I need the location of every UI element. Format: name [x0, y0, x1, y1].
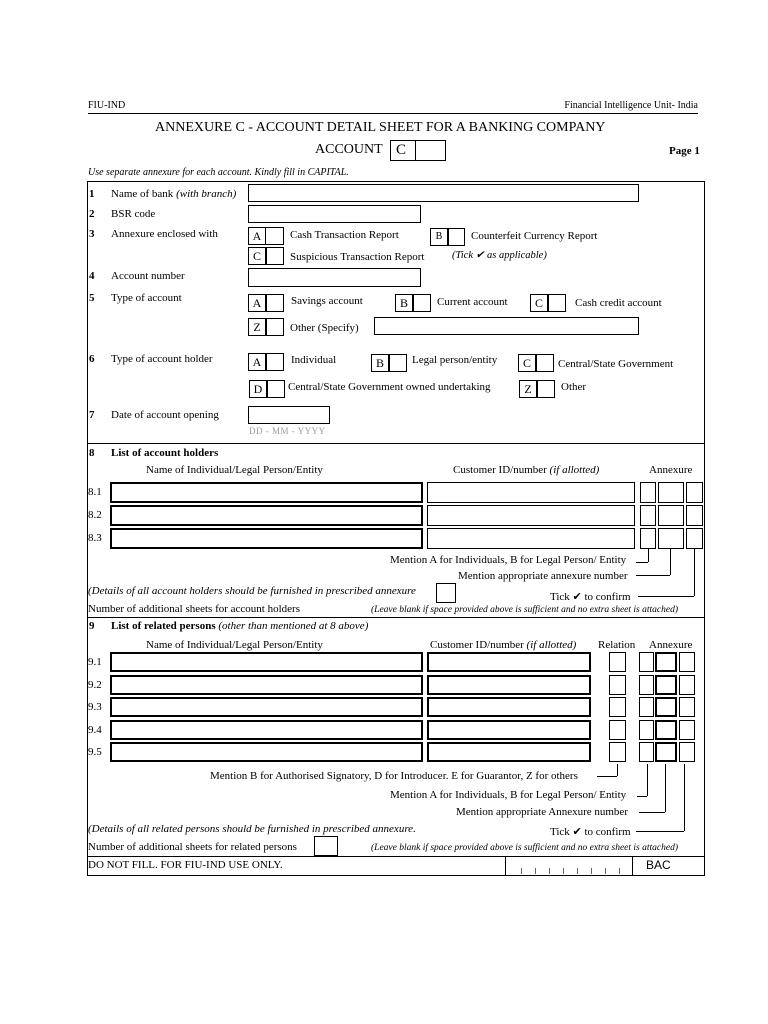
s9-col-annex: Annexure — [649, 639, 693, 651]
s1-label — [111, 188, 236, 200]
s8-leave-blank: (Leave blank if space provided above is sufficient and no extra sheet is attached) — [371, 605, 679, 615]
s9-col-name: Name of Individual/Legal Person/Entity — [146, 639, 323, 651]
s7-label: Date of account opening — [111, 409, 219, 421]
s3-label: Annexure enclosed with — [111, 228, 218, 240]
footer-code: BAC — [646, 858, 671, 872]
footer-tick-7 — [605, 868, 606, 874]
s3-b-text: Counterfeit Currency Report — [471, 230, 598, 242]
account-number-field[interactable] — [248, 268, 421, 287]
s8-leader-annex — [670, 549, 671, 575]
s5-b-text: Current account — [437, 296, 508, 308]
s6-num: 6 — [89, 353, 95, 365]
govt-undertaking-checkbox[interactable] — [267, 380, 285, 398]
s9-details-note: (Details of all related persons should be furnished in prescribed annexure. — [88, 823, 416, 835]
s9-tick-box-3[interactable] — [679, 697, 695, 717]
s9-leader-type — [647, 764, 648, 796]
s8-col-annex: Annexure — [649, 464, 693, 476]
s2-num: 2 — [89, 208, 95, 220]
s8-col-name: Name of Individual/Legal Person/Entity — [146, 464, 323, 476]
s8-annex-box-1[interactable] — [658, 482, 684, 503]
s9-relation-box-2[interactable] — [609, 675, 626, 695]
s9-row-label-2: 9.2 — [88, 678, 102, 691]
s9-annex-box-4[interactable] — [655, 720, 677, 740]
account-opening-date-field[interactable] — [248, 406, 330, 424]
page-number: Page 1 — [669, 145, 700, 157]
section-divider-8 — [87, 443, 705, 444]
s8-num: 8 — [89, 447, 95, 459]
s9-id-field-1[interactable] — [427, 652, 591, 672]
header-right: Financial Intelligence Unit- India — [564, 100, 698, 111]
s8-details-note: (Details of all account holders should be furnished in prescribed annexure — [88, 585, 416, 597]
s9-id-field-4[interactable] — [427, 720, 591, 740]
s8-name-field-1[interactable] — [110, 482, 423, 503]
s9-row-label-3: 9.3 — [88, 701, 102, 713]
footer-tick-8 — [619, 868, 620, 874]
s9-leader-annex — [665, 764, 666, 812]
s8-details-confirm-box[interactable] — [436, 583, 456, 603]
s9-leader-tick — [684, 764, 685, 831]
instruction-text: Use separate annexure for each account. Kindly fill in CAPITAL. — [88, 167, 349, 178]
s8-id-field-2[interactable] — [427, 505, 635, 526]
s5-c-letter: C — [530, 294, 548, 312]
header-left: FIU-IND — [88, 100, 126, 111]
s6-z-letter: Z — [519, 380, 537, 398]
s9-tick-box-1[interactable] — [679, 652, 695, 672]
s6-d-text: Central/State Government owned undertaking — [288, 381, 491, 393]
s8-note-type: Mention A for Individuals, B for Legal Person/ Entity — [390, 554, 627, 566]
footer-sep-1 — [505, 856, 506, 876]
s6-c-letter: C — [518, 354, 536, 372]
s1-label-italic: (with branch) — [176, 188, 237, 200]
s5-a-letter: A — [248, 294, 266, 312]
s6-z-text: Other — [561, 381, 587, 393]
s8-leader-tick-h — [638, 596, 694, 597]
s9-name-field-2[interactable] — [110, 675, 423, 695]
s8-col-id-italic: (if allotted) — [549, 464, 600, 476]
s5-label: Type of account — [111, 292, 182, 304]
footer-divider — [87, 856, 705, 857]
s3-a-text: Cash Transaction Report — [290, 229, 399, 241]
s8-tick-confirm: Tick ✔ to confirm — [550, 591, 631, 603]
footer-tick-6 — [591, 868, 592, 874]
s9-col-relation: Relation — [598, 639, 636, 651]
s9-tick-box-4[interactable] — [679, 720, 695, 740]
s9-annex-box-3[interactable] — [655, 697, 677, 717]
s8-name-field-3[interactable] — [110, 528, 423, 549]
footer-tick-5 — [577, 868, 578, 874]
tick-note: (Tick ✔ as applicable) — [452, 250, 547, 261]
s6-label: Type of account holder — [111, 353, 213, 365]
s9-name-field-4[interactable] — [110, 720, 423, 740]
s3-c-letter: C — [248, 247, 266, 265]
s9-note-type: Mention A for Individuals, B for Legal Person/ Entity — [390, 789, 627, 801]
s9-relation-box-5[interactable] — [609, 742, 626, 762]
s3-b-letter: B — [430, 228, 448, 246]
s8-row-label-1: 8.1 — [88, 486, 102, 498]
s9-id-field-3[interactable] — [427, 697, 591, 717]
s9-annex-box-1[interactable] — [655, 652, 677, 672]
s9-annex-box-5[interactable] — [655, 742, 677, 762]
s9-row-label-4: 9.4 — [88, 723, 102, 736]
s9-id-field-5[interactable] — [427, 742, 591, 762]
s8-type-box-1[interactable] — [640, 482, 656, 503]
s9-annex-box-2[interactable] — [655, 675, 677, 695]
footer-do-not-fill: DO NOT FILL. FOR FIU-IND USE ONLY. — [88, 859, 283, 871]
s9-row-label-5: 9.5 — [88, 746, 102, 758]
s6-d-letter: D — [249, 380, 267, 398]
s6-b-letter: B — [371, 354, 389, 372]
s4-num: 4 — [89, 270, 95, 282]
s5-z-text: Other (Specify) — [290, 322, 359, 334]
s9-tick-box-5[interactable] — [679, 742, 695, 762]
s9-row-label-1: 9.1 — [88, 656, 102, 668]
s8-addl-sheets-label: Number of additional sheets for account holders — [88, 603, 300, 615]
s8-name-field-2[interactable] — [110, 505, 423, 526]
s9-relation-box-4[interactable] — [609, 720, 626, 740]
s9-name-field-1[interactable] — [110, 652, 423, 672]
s8-id-field-1[interactable] — [427, 482, 635, 503]
legal-person-checkbox[interactable] — [389, 354, 407, 372]
footer-tick-3 — [549, 868, 550, 874]
footer-tick-4 — [563, 868, 564, 874]
s9-tick-box-2[interactable] — [679, 675, 695, 695]
section-divider-9 — [87, 617, 705, 618]
s9-leader-annex-h — [639, 812, 665, 813]
s8-row-label-2: 8.2 — [88, 509, 102, 521]
s3-a-letter: A — [248, 227, 266, 245]
s8-annex-box-3[interactable] — [658, 528, 684, 549]
s5-a-text: Savings account — [291, 295, 363, 307]
s9-num: 9 — [89, 620, 95, 632]
other-holder-checkbox[interactable] — [537, 380, 555, 398]
s5-c-text: Cash credit account — [575, 297, 662, 309]
footer-sep-2 — [632, 856, 633, 876]
s9-relation-box-1[interactable] — [609, 652, 626, 672]
s8-col-id — [453, 464, 599, 476]
s9-note-relation: Mention B for Authorised Signatory, D for Introducer. E for Guarantor, Z for others — [210, 770, 578, 782]
savings-account-checkbox[interactable] — [266, 294, 284, 312]
s5-b-letter: B — [395, 294, 413, 312]
s9-title-wrap — [111, 620, 368, 632]
s6-a-text: Individual — [291, 354, 337, 366]
s5-num: 5 — [89, 292, 95, 304]
header-rule — [88, 113, 698, 114]
cash-credit-checkbox[interactable] — [548, 294, 566, 312]
s8-type-box-2[interactable] — [640, 505, 656, 526]
s9-name-field-3[interactable] — [110, 697, 423, 717]
s9-leader-rel — [617, 764, 618, 776]
account-label: ACCOUNT — [315, 142, 383, 157]
individual-checkbox[interactable] — [266, 353, 284, 371]
footer-tick-1 — [521, 868, 522, 874]
s9-leader-rel-h — [597, 776, 617, 777]
account-letter: C — [396, 142, 407, 158]
s8-annex-box-2[interactable] — [658, 505, 684, 526]
s9-leader-type-h — [637, 796, 647, 797]
s9-leave-blank: (Leave blank if space provided above is sufficient and no extra sheet is attached) — [371, 843, 679, 853]
bsr-code-field[interactable] — [248, 205, 421, 223]
s8-title: List of account holders — [111, 447, 219, 459]
s8-leader-annex-h — [636, 575, 670, 576]
s6-c-text: Central/State Government — [558, 358, 674, 370]
s6-b-text: Legal person/entity — [412, 354, 498, 366]
s1-num: 1 — [89, 188, 95, 200]
s9-id-field-2[interactable] — [427, 675, 591, 695]
s9-addl-sheets-label: Number of additional sheets for related persons — [88, 841, 297, 853]
s8-tick-box-2[interactable] — [686, 505, 703, 526]
date-format-hint: DD - MM - YYYY — [249, 426, 326, 436]
s5-z-letter: Z — [248, 318, 266, 336]
s9-col-id-text: Customer ID/number — [430, 639, 524, 651]
s8-tick-box-1[interactable] — [686, 482, 703, 503]
s9-relation-box-3[interactable] — [609, 697, 626, 717]
s8-row-label-3: 8.3 — [88, 532, 102, 544]
bank-name-field[interactable] — [248, 184, 639, 202]
page-title: ANNEXURE C - ACCOUNT DETAIL SHEET FOR A BANKING COMPANY — [155, 120, 606, 135]
s9-type-box-1[interactable] — [639, 652, 654, 672]
s7-num: 7 — [89, 409, 95, 421]
account-type-box — [390, 140, 446, 161]
other-account-specify-field[interactable] — [374, 317, 639, 335]
s9-title: List of related persons — [111, 620, 216, 632]
s9-title-italic: (other than mentioned at 8 above) — [218, 620, 369, 632]
s1-label-text: Name of bank — [111, 188, 174, 200]
s8-col-id-text: Customer ID/number — [453, 464, 547, 476]
s9-addl-sheets-field[interactable] — [314, 836, 338, 856]
s8-note-annex: Mention appropriate annexure number — [458, 570, 628, 582]
s9-note-annex: Mention appropriate Annexure number — [456, 806, 628, 818]
s2-label: BSR code — [111, 208, 156, 220]
central-state-govt-checkbox[interactable] — [536, 354, 554, 372]
s4-label: Account number — [111, 270, 185, 282]
s8-leader-type-h — [636, 562, 648, 563]
s8-leader-type — [648, 549, 649, 562]
s9-type-box-2[interactable] — [639, 675, 654, 695]
s3-num: 3 — [89, 228, 95, 240]
s9-type-box-4[interactable] — [639, 720, 654, 740]
s9-col-id-italic: (if allotted) — [526, 639, 577, 651]
s6-a-letter: A — [248, 353, 266, 371]
s8-leader-tick — [694, 549, 695, 596]
s8-type-box-3[interactable] — [640, 528, 656, 549]
s9-leader-tick-h — [636, 831, 684, 832]
suspicious-transaction-checkbox[interactable] — [266, 247, 284, 265]
cash-transaction-checkbox[interactable] — [266, 227, 284, 245]
s9-tick-confirm: Tick ✔ to confirm — [550, 826, 631, 838]
footer-tick-2 — [535, 868, 536, 874]
s9-name-field-5[interactable] — [110, 742, 423, 762]
s8-id-field-3[interactable] — [427, 528, 635, 549]
s9-type-box-5[interactable] — [639, 742, 654, 762]
other-account-checkbox[interactable] — [266, 318, 284, 336]
s9-type-box-3[interactable] — [639, 697, 654, 717]
s9-col-id — [430, 639, 576, 651]
account-box-divider — [415, 141, 416, 160]
s8-tick-box-3[interactable] — [686, 528, 703, 549]
s3-c-text: Suspicious Transaction Report — [290, 251, 425, 263]
counterfeit-currency-checkbox[interactable] — [448, 228, 465, 246]
current-account-checkbox[interactable] — [413, 294, 431, 312]
